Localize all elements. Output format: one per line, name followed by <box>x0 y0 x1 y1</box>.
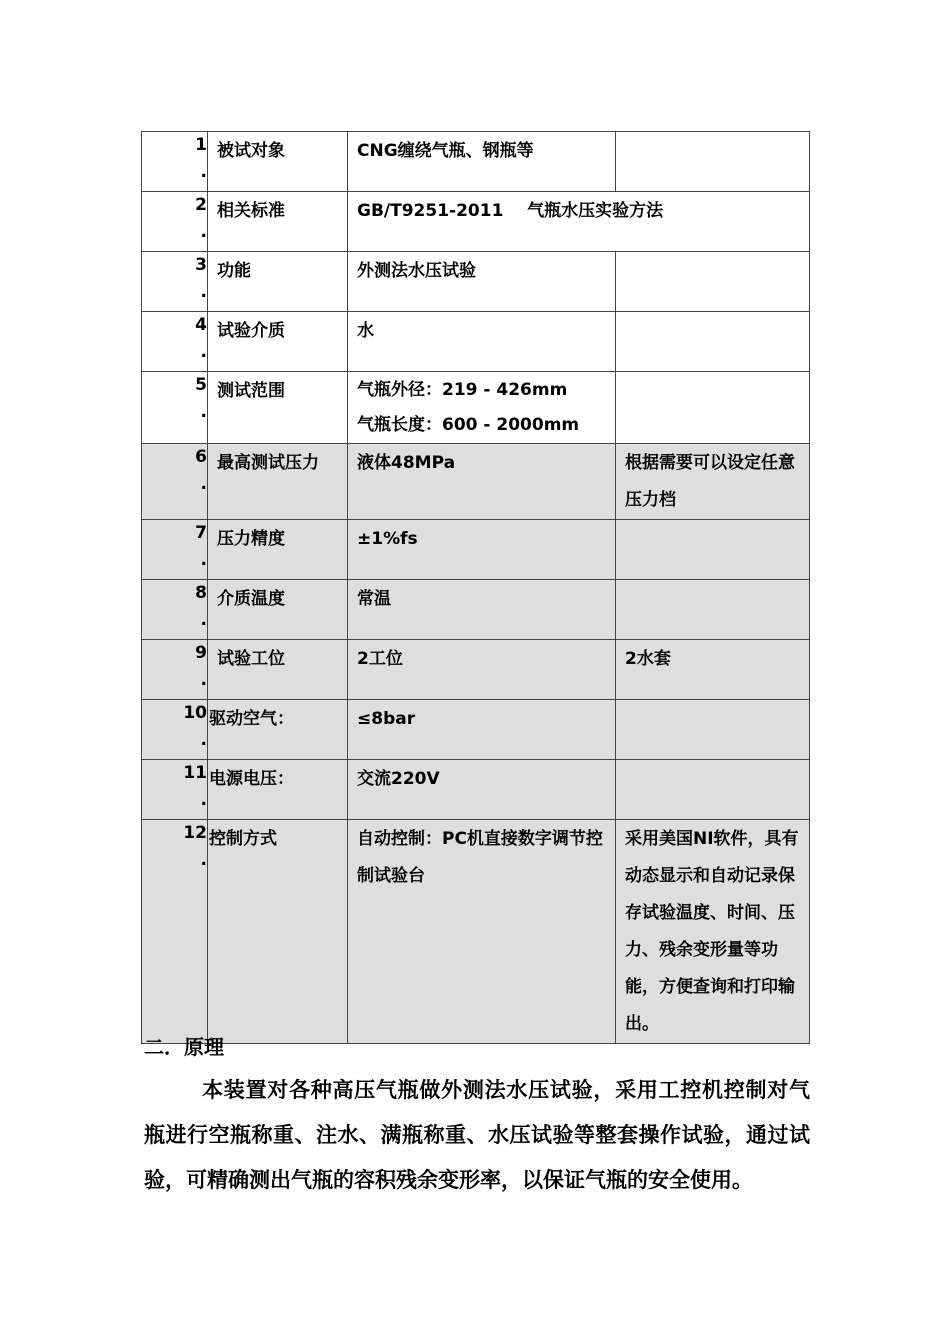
item-value-cell <box>348 820 616 1044</box>
item-note <box>616 520 809 521</box>
item-value-cell <box>348 700 616 760</box>
table-row <box>142 580 810 640</box>
item-value: 液体48MPa <box>357 453 456 473</box>
item-value: 外测法水压试验 <box>357 261 476 281</box>
item-value: ±1%fs <box>357 529 418 549</box>
table-row <box>142 520 810 580</box>
row-number-dot: . <box>200 790 207 810</box>
table-row <box>142 252 810 312</box>
item-note-cell <box>616 132 810 192</box>
table-row <box>142 640 810 700</box>
row-number-dot: . <box>200 162 207 182</box>
item-name-cell <box>208 760 348 820</box>
row-number: 3 <box>195 255 207 275</box>
item-name: 功能 <box>217 261 251 281</box>
table-row <box>142 820 810 1044</box>
item-value: GB/T9251-2011 气瓶水压实验方法 <box>357 201 664 221</box>
row-number: 11 <box>183 763 207 783</box>
row-number-dot: . <box>200 342 207 362</box>
table-row <box>142 700 810 760</box>
item-note <box>616 312 809 313</box>
item-name: 相关标准 <box>217 201 285 221</box>
item-name: 最高测试压力 <box>217 453 319 473</box>
item-value-cell <box>348 192 810 252</box>
row-number-cell <box>142 372 208 444</box>
item-value: CNG缠绕气瓶、钢瓶等 <box>357 141 534 161</box>
item-name-cell <box>208 820 348 1044</box>
item-name-cell <box>208 580 348 640</box>
item-note-cell <box>616 372 810 444</box>
item-note-cell <box>616 252 810 312</box>
item-name: 测试范围 <box>217 381 285 401</box>
row-number-dot: . <box>200 402 207 422</box>
row-number-cell <box>142 312 208 372</box>
row-number-cell <box>142 820 208 1044</box>
item-name-cell <box>208 520 348 580</box>
item-name-cell <box>208 700 348 760</box>
item-name-cell <box>208 444 348 520</box>
row-number-cell <box>142 520 208 580</box>
item-name-cell <box>208 312 348 372</box>
table-row <box>142 312 810 372</box>
row-number-dot: . <box>200 474 207 494</box>
item-note: 根据需要可以设定任意压力档 <box>625 453 795 510</box>
item-note <box>616 760 809 761</box>
item-value-cell <box>348 132 616 192</box>
row-number: 1 <box>195 135 207 155</box>
item-name: 电源电压： <box>209 769 294 789</box>
item-note-cell <box>616 700 810 760</box>
item-value: 常温 <box>357 589 391 609</box>
item-note-cell <box>616 640 810 700</box>
item-value-cell <box>348 520 616 580</box>
row-number-cell <box>142 252 208 312</box>
item-name: 压力精度 <box>217 529 285 549</box>
item-name: 试验工位 <box>217 649 285 669</box>
row-number-dot: . <box>200 610 207 630</box>
row-number-cell <box>142 700 208 760</box>
row-number-cell <box>142 760 208 820</box>
item-note-cell <box>616 444 810 520</box>
item-note <box>616 252 809 253</box>
item-value-cell <box>348 372 616 444</box>
item-name-cell <box>208 192 348 252</box>
item-note-cell <box>616 520 810 580</box>
item-name: 试验介质 <box>217 321 285 341</box>
item-note-cell <box>616 312 810 372</box>
item-value: ≤8bar <box>357 709 416 729</box>
row-number: 4 <box>195 315 207 335</box>
item-note-cell <box>616 760 810 820</box>
row-number-dot: . <box>200 670 207 690</box>
row-number: 5 <box>195 375 207 395</box>
row-number-dot: . <box>200 222 207 242</box>
item-name-cell <box>208 132 348 192</box>
row-number-cell <box>142 444 208 520</box>
item-note <box>616 132 809 133</box>
item-value: 自动控制：PC机直接数字调节控制试验台 <box>357 829 603 886</box>
item-value-cell <box>348 760 616 820</box>
item-value: 水 <box>357 321 374 341</box>
table-row <box>142 372 810 444</box>
item-note-cell <box>616 820 810 1044</box>
row-number-cell <box>142 580 208 640</box>
table-row <box>142 132 810 192</box>
row-number-dot: . <box>200 282 207 302</box>
principle-paragraph: 本装置对各种高压气瓶做外测法水压试验，采用工控机控制对气瓶进行空瓶称重、注水、满瓶称重、水压试验等整套操作试验，通过试验，可精确测出气瓶的容积残余变形率，以保证气瓶的安全使用。 <box>144 1078 810 1192</box>
item-name: 介质温度 <box>217 589 285 609</box>
row-number-cell <box>142 192 208 252</box>
item-name: 被试对象 <box>217 141 285 161</box>
item-value-cell <box>348 444 616 520</box>
row-number: 10 <box>183 703 207 723</box>
table-row <box>142 192 810 252</box>
row-number-dot: . <box>200 550 207 570</box>
item-note <box>616 372 809 373</box>
item-note <box>616 580 809 581</box>
row-number: 9 <box>195 643 207 663</box>
item-value-cell <box>348 580 616 640</box>
section-heading: 二．原理 <box>144 1035 224 1059</box>
item-value: 2工位 <box>357 649 403 669</box>
item-name-cell <box>208 640 348 700</box>
row-number: 8 <box>195 583 207 603</box>
row-number-dot: . <box>200 850 207 870</box>
row-number-dot: . <box>200 730 207 750</box>
item-value: 交流220V <box>357 769 440 789</box>
item-value: 气瓶外径：219 - 426mm 气瓶长度：600 - 2000mm <box>357 380 580 435</box>
row-number: 7 <box>195 523 207 543</box>
item-note: 2水套 <box>625 649 671 669</box>
item-note <box>616 700 809 701</box>
item-name-cell <box>208 252 348 312</box>
row-number-cell <box>142 640 208 700</box>
row-number: 2 <box>195 195 207 215</box>
spec-table <box>141 131 810 1044</box>
row-number-cell <box>142 132 208 192</box>
item-value-cell <box>348 640 616 700</box>
table-row <box>142 444 810 520</box>
item-name-cell <box>208 372 348 444</box>
item-name: 控制方式 <box>209 829 277 849</box>
item-name: 驱动空气： <box>209 709 294 729</box>
row-number: 12 <box>183 823 207 843</box>
row-number: 6 <box>195 447 207 467</box>
item-value-cell <box>348 312 616 372</box>
item-note: 采用美国NI软件，具有动态显示和自动记录保存试验温度、时间、压力、残余变形量等功能，方便查询和打印输出。 <box>625 829 799 1034</box>
item-note-cell <box>616 580 810 640</box>
item-value-cell <box>348 252 616 312</box>
table-row <box>142 760 810 820</box>
